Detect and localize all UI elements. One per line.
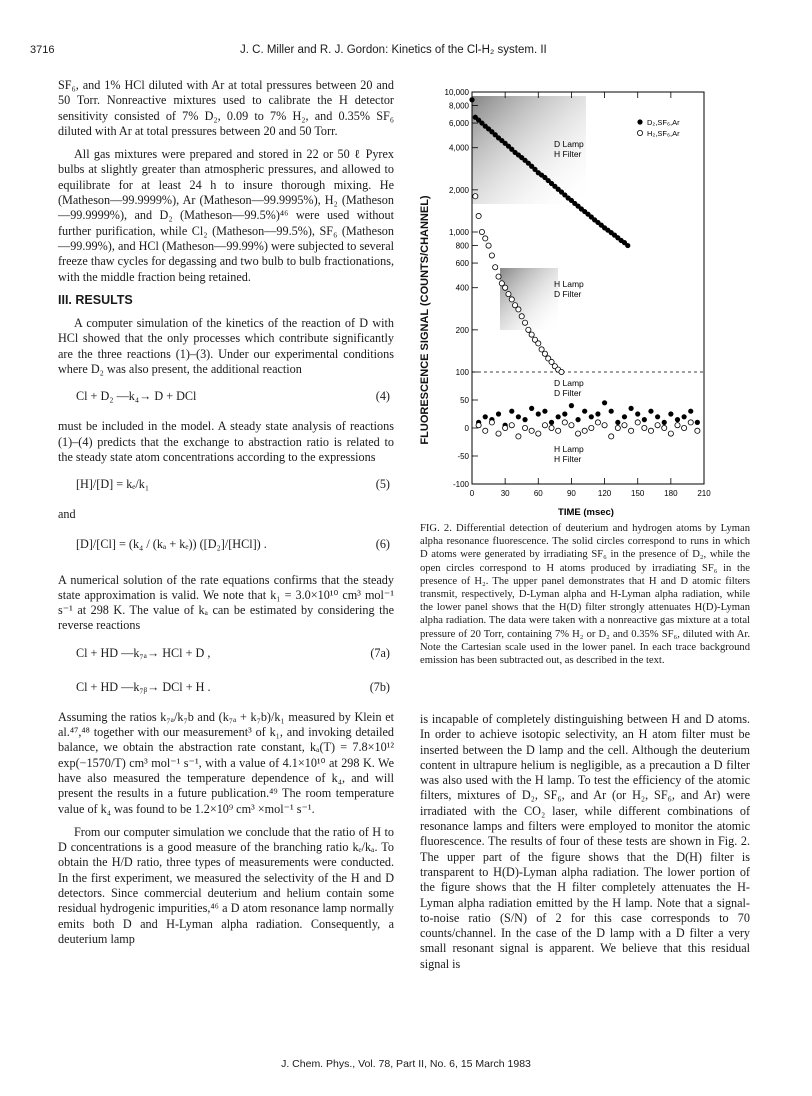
x-axis-label: TIME (msec)	[558, 507, 614, 518]
data-point-open	[628, 428, 633, 433]
annotation: D Lamp	[554, 139, 584, 149]
equation-number: (7a)	[370, 645, 390, 660]
data-point-open	[506, 292, 511, 297]
data-point-filled	[529, 406, 534, 411]
data-point-open	[642, 425, 647, 430]
data-point-open	[503, 285, 508, 290]
equation-body: [D]/[Cl] = (k₄ / (kₐ + kₑ)) ([D₂]/[HCl]) .	[76, 536, 267, 551]
data-point-filled	[675, 417, 680, 422]
annotation: D Filter	[554, 388, 582, 398]
data-point-open	[496, 274, 501, 279]
data-point-filled	[695, 420, 700, 425]
annotation: H Lamp	[554, 444, 584, 454]
y-axis-label: FLUORESCENCE SIGNAL (COUNTS/CHANNEL)	[419, 195, 431, 445]
data-point-open	[556, 428, 561, 433]
data-point-filled	[662, 420, 667, 425]
y-tick-label: -100	[452, 480, 469, 489]
data-point-filled	[622, 414, 627, 419]
x-tick-label: 120	[597, 489, 612, 498]
data-point-open	[519, 314, 524, 319]
legend-open-marker	[637, 130, 642, 135]
x-tick-label: 150	[631, 489, 645, 498]
equation-5	[58, 473, 394, 501]
data-point-filled	[625, 243, 630, 248]
data-point-filled	[609, 409, 614, 414]
page-number: 3716	[30, 44, 55, 56]
data-point-open	[496, 431, 501, 436]
equation-number: (6)	[375, 536, 390, 551]
data-point-filled	[682, 414, 687, 419]
data-point-filled	[562, 411, 567, 416]
data-point-open	[549, 425, 554, 430]
data-point-open	[635, 420, 640, 425]
data-point-filled	[628, 406, 633, 411]
section-heading: III. RESULTS	[58, 292, 133, 307]
data-point-filled	[496, 411, 501, 416]
data-point-open	[486, 243, 491, 248]
data-point-open	[503, 425, 508, 430]
data-point-open	[648, 428, 653, 433]
paragraph: From our computer simulation we conclude that the ratio of H to D concentrations is a good measure of the branching ratio kₑ/kₐ. To obtain the H/D ratio, three types of measurements were conducted. In the first experiment, we measured the selectivity of the H and D detectors. Since commercial deuterium and helium contain some residual hydrogenic impurities,⁴⁶ a D atom resonance lamp normally emits both D and H-Lyman alpha radiation. Consequently, a deuterium lamp	[58, 824, 394, 946]
y-tick-label: 800	[455, 241, 469, 251]
data-point-open	[536, 341, 541, 346]
legend	[637, 118, 680, 138]
equation-6	[58, 527, 394, 567]
data-point-open	[483, 236, 488, 241]
data-point-open	[562, 420, 567, 425]
data-point-open	[509, 297, 514, 302]
equation-number: (5)	[375, 477, 390, 492]
annotation: D Filter	[554, 289, 582, 299]
y-tick-label: -50	[457, 452, 469, 461]
data-point-filled	[668, 411, 673, 416]
data-point-open	[526, 327, 531, 332]
equation-body: Cl + HD —k₇ᵦ→ DCl + H .	[76, 679, 211, 694]
data-point-open	[542, 423, 547, 428]
data-point-open	[682, 425, 687, 430]
equation-7a	[58, 642, 394, 670]
y-tick-label: 600	[455, 259, 469, 269]
equation-body: Cl + D₂ —k₄→ D + DCl	[76, 389, 197, 404]
y-tick-label: 200	[455, 325, 469, 335]
figure-2-chart	[414, 80, 744, 520]
data-point-filled	[536, 411, 541, 416]
data-point-open	[522, 320, 527, 325]
annotation: H Lamp	[554, 279, 584, 289]
running-title: J. C. Miller and R. J. Gordon: Kinetics of the Cl-H₂ system. II	[240, 44, 547, 56]
data-point-open	[476, 423, 481, 428]
footer: J. Chem. Phys., Vol. 78, Part II, No. 6, 15 March 1983	[281, 1058, 531, 1070]
data-point-open	[489, 420, 494, 425]
data-point-open	[582, 428, 587, 433]
data-point-open	[595, 420, 600, 425]
x-tick-label: 0	[469, 489, 475, 498]
data-point-filled	[556, 414, 561, 419]
data-point-filled	[569, 403, 574, 408]
data-point-open	[483, 428, 488, 433]
data-point-filled	[655, 414, 660, 419]
data-point-filled	[549, 420, 554, 425]
data-point-filled	[635, 411, 640, 416]
x-tick-label: 30	[500, 489, 510, 498]
data-point-open	[602, 423, 607, 428]
y-tick-label: 4,000	[448, 143, 469, 153]
data-point-open	[668, 431, 673, 436]
x-tick-label: 210	[697, 489, 711, 498]
data-point-open	[662, 425, 667, 430]
equation-number: (7b)	[369, 679, 390, 694]
y-tick-label: 0	[464, 424, 469, 433]
equation-number: (4)	[375, 389, 390, 404]
data-point-filled	[509, 409, 514, 414]
paragraph: All gas mixtures were prepared and stored in 22 or 50 ℓ Pyrex bulbs at slightly greater than atmospheric pressures, and allowed to equilibrate for at least 24 h to insure thorough mixing. He (Matheson—99.9999%), Ar (Matheson—99.9995%), H₂ (Matheson—99.9999%), and D₂ (Matheson—99.5%)⁴⁶ were used without further purification, while Cl₂ (Matheson—99.5%), SF₆ (Matheson—99.99%), and HCl (Matheson—99.99%) were subjected to several freeze thaw cycles for degassing and two bulb to bulb fractionations, with the middle fraction being retained.	[58, 147, 394, 284]
data-point-filled	[642, 417, 647, 422]
data-point-filled	[522, 417, 527, 422]
data-point-open	[569, 423, 574, 428]
data-point-open	[688, 420, 693, 425]
data-point-open	[493, 265, 498, 270]
data-point-open	[529, 428, 534, 433]
data-point-filled	[615, 420, 620, 425]
data-point-open	[479, 229, 484, 234]
legend-entry: D₂,SF₆,Ar	[647, 118, 680, 127]
y-tick-label: 8,000	[448, 101, 469, 111]
data-point-open	[575, 431, 580, 436]
annotation: H Filter	[554, 454, 582, 464]
equation-7b	[58, 676, 394, 704]
paragraph: SF₆, and 1% HCl diluted with Ar at total pressures between 20 and 50 Torr. Nonreactive mixtures used to calibrate the H detector sensitivity consisted of 7% D₂, 0.09 to 7% H₂, and 0.35% SF₆ diluted with Ar at total pressures between 20 and 50 Torr.	[58, 78, 394, 138]
data-point-open	[522, 425, 527, 430]
annotation: D Lamp	[554, 378, 584, 388]
y-tick-label: 100	[455, 368, 469, 377]
y-tick-label: 10,000	[444, 88, 469, 97]
data-point-filled	[648, 409, 653, 414]
paragraph: must be included in the model. A steady state analysis of reactions (1)–(4) predicts that the exchange to abstraction ratio is related to the steady state atom concentrations according to the expressions	[58, 419, 394, 464]
data-point-filled	[602, 400, 607, 405]
y-tick-label: 6,000	[448, 119, 469, 129]
data-point-filled	[589, 414, 594, 419]
legend-entry: H₂,SF₆,Ar	[647, 129, 680, 138]
data-point-open	[542, 351, 547, 356]
paragraph: A computer simulation of the kinetics of the reaction of D with HCl showed that the only processes which contribute significantly are the three reactions (1)–(3). Under our experimental conditions where D₂ was also present, the additional reaction	[58, 316, 394, 377]
y-tick-label: 1,000	[448, 228, 469, 237]
data-point-open	[609, 434, 614, 439]
equation-body: Cl + HD —k₇ₐ→ HCl + D ,	[76, 645, 211, 660]
equation-body: [H]/[D] = kₑ/k₁	[76, 477, 150, 492]
left-column	[58, 78, 394, 955]
equation-4	[58, 385, 394, 413]
paragraph: A numerical solution of the rate equations confirms that the steady state approximation is valid. We note that k₁ = 3.0×10¹⁰ cm³ mol⁻¹ s⁻¹ at 298 K. The value of kₐ can be estimated by considering the reverse reactions	[58, 572, 394, 633]
right-column	[420, 712, 750, 980]
paragraph: is incapable of completely distinguishing between H and D atoms. In order to achieve isotopic selectivity, an H atom filter must be inserted between the D lamp and the cell. Although the deuterium content in ultrapure helium is negligible, as a precaution a D filter was also used with the H lamp. To test the efficiency of the atomic filters, mixtures of D₂, SF₆, and Ar (or H₂, SF₆, and Ar) were irradiated with the CO₂ laser, while different combinations of resonance lamps and filters were employed to monitor the atomic fluorescence. The results of four of these tests are shown in Fig. 2. The upper part of the figure shows that the D(H) filter is transparent to H(D)-Lyman alpha radiation. The lower portion of the figure shows that the H filter completely attenuates the H-Lyman alpha radiation emitted by the H lamp. Note that a signal-to-noise ratio (S/N) of 2 for this case corresponds to 70 counts/channel. In the case of the D lamp with a D filter a very small resonant signal is apparent. We believe that this residual signal is	[420, 712, 750, 971]
y-tick-label: 2,000	[448, 185, 469, 195]
legend-filled-marker	[637, 119, 642, 124]
data-point-filled	[469, 97, 474, 102]
data-point-open	[536, 431, 541, 436]
y-tick-label: 400	[455, 283, 469, 293]
data-point-open	[589, 425, 594, 430]
data-point-open	[655, 423, 660, 428]
data-point-open	[695, 428, 700, 433]
x-tick-label: 60	[533, 489, 543, 498]
data-point-filled	[595, 411, 600, 416]
data-point-open	[516, 307, 521, 312]
y-tick-label: 50	[460, 396, 469, 405]
connector-text: and	[58, 507, 76, 522]
data-point-open	[489, 253, 494, 258]
data-point-filled	[516, 414, 521, 419]
x-tick-label: 90	[566, 489, 576, 498]
data-point-filled	[542, 409, 547, 414]
data-point-open	[622, 423, 627, 428]
data-point-open	[529, 332, 534, 337]
shade-middle	[500, 268, 558, 330]
data-point-open	[615, 425, 620, 430]
data-point-open	[559, 369, 564, 374]
figure-caption: FIG. 2. Differential detection of deuterium and hydrogen atoms by Lyman alpha resonance fluorescence. The solid circles correspond to runs in which D atoms were generated by irradiating SF₆ in the presence of D₂, while the open circles correspond to H atoms produced by irradiating SF₆ in the presence of H₂. The upper panel demonstrates that H and D atomic filters transmit, respectively, D-Lyman alpha and H-Lyman alpha radiation, while the lower panel shows that the H(D) filter strongly attenuates H(D)-Lyman alpha radiation. The data were taken with a nonreactive gas mixture at a total pressure of 20 Torr, containing 7% H₂ or D₂ and 0.35% SF₆, diluted with Ar. Note the Cartesian scale used in the lower panel. In each trace background emission has been subtracted out, as described in the text.	[420, 523, 750, 667]
data-point-open	[516, 434, 521, 439]
data-point-open	[476, 213, 481, 218]
paragraph: Assuming the ratios k₇ₐ/k₇b and (k₇ₐ + k₇b)/k₁ measured by Klein et al.⁴⁷,⁴⁸ together with our measurement³ of k₁, and invoking detailed balance, we obtain the abstraction rate constant, kₐ(T) = 7.8×10¹² exp(−1570/T) cm³ mol⁻¹ s⁻¹, with a value of 4.1×10¹⁰ at 298 K. We have also measured the temperature dependence of k₄, and will present the results in a future publication.⁴⁹ The room temperature value of k₄ was found to be 1.2×10⁹ cm³ ×mol⁻¹ s⁻¹.	[58, 709, 394, 816]
data-point-filled	[688, 409, 693, 414]
data-point-filled	[483, 414, 488, 419]
annotation: H Filter	[554, 149, 582, 159]
data-point-filled	[582, 409, 587, 414]
x-tick-label: 180	[664, 489, 678, 498]
data-point-open	[675, 423, 680, 428]
data-point-open	[473, 194, 478, 199]
data-point-filled	[575, 417, 580, 422]
data-point-open	[509, 423, 514, 428]
